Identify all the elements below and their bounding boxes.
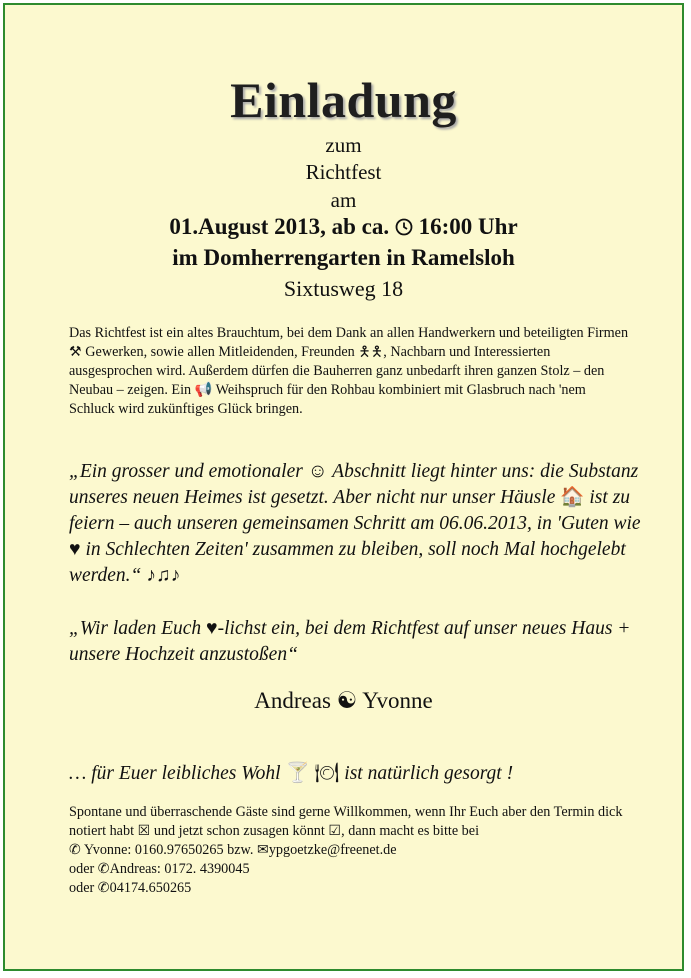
footer-contact — [69, 803, 649, 898]
footer-text-3: , dann macht es bitte bei — [341, 823, 480, 839]
page-title: Einladung — [230, 72, 457, 128]
contact-prefix-3: oder — [69, 880, 95, 896]
signature-name-1: Andreas — [254, 688, 331, 713]
subtitle-zum: zum — [325, 133, 362, 157]
signature — [5, 688, 682, 714]
plate-cutlery-icon: 🍽 — [314, 763, 340, 784]
phone-icon: ✆ — [97, 861, 110, 877]
hammer-wrench-icon: ⚒ — [69, 344, 82, 360]
quote-paragraph-1 — [69, 459, 649, 589]
people-icon: 🯅🯅 — [358, 344, 384, 360]
subtitle-richtfest: Richtfest — [305, 160, 382, 184]
footer-text-1: Spontane und überraschende Gäste sind gerne Willkommen, wenn Ihr Euch aber den Termin dick notiert habt — [69, 804, 623, 839]
subtitle-am: am — [330, 188, 357, 212]
cocktail-glass-icon: 🍸 — [285, 763, 310, 784]
heart-icon: ♥ — [69, 539, 81, 560]
phone-icon: ✆ — [97, 880, 110, 896]
event-time: 16:00 Uhr — [418, 214, 518, 239]
yin-yang-icon: ☯ — [336, 688, 358, 713]
quote1-text-4: in Schlechten Zeiten' zusammen zu bleiben, soll noch Mal hochgelebt werden.“ — [69, 539, 626, 586]
event-location: im Domherrengarten in Ramelsloh — [172, 245, 515, 270]
house-icon: 🏠 — [560, 487, 585, 508]
footer-text-2: und jetzt schon zusagen könnt — [153, 823, 325, 839]
event-street: Sixtusweg 18 — [283, 276, 404, 301]
checkbox-check-icon: ☑ — [328, 823, 342, 839]
contact-line-1 — [69, 841, 649, 860]
heart-icon: ♥ — [206, 618, 218, 639]
contact-phone-andreas: Andreas: 0172. 4390045 — [109, 861, 250, 877]
contact-prefix-2: oder — [69, 861, 95, 877]
contact-email[interactable]: ypgoetzke@freenet.de — [268, 842, 397, 858]
quote1-text-2: Abschnitt liegt hinter uns: die Substanz unseres neuen Heimes ist gesetzt. Aber nicht nur unser Häusle — [69, 461, 639, 508]
contact-phone-yvonne: Yvonne: 0160.97650265 bzw. — [83, 842, 254, 858]
smiley-icon: ☺ — [307, 461, 328, 482]
quote2-text-1: „Wir laden Euch — [69, 618, 202, 639]
intro-text-3: , Nachbarn und Interessierten ausgesprochen wird. Außerdem dürfen die Bauherren ganz unbedarft ihren ganzen Stolz – den Neubau – zeigen. Ein — [69, 344, 605, 398]
contact-line-2 — [69, 860, 649, 879]
intro-text-1: Das Richtfest ist ein altes Brauchtum, bei dem Dank an allen Handwerkern und beteiligten Firmen — [69, 325, 629, 341]
intro-text-4: Weihspruch für den Rohbau kombiniert mit Glasbruch nach 'nem Schluck wird zukünftiges Glück bringen. — [69, 382, 586, 417]
food-text-1: … für Euer leibliches Wohl — [69, 763, 281, 784]
quote1-text-1: „Ein grosser und emotionaler — [69, 461, 303, 482]
clock-icon — [395, 214, 413, 240]
music-notes-icon: ♪♫♪ — [146, 565, 181, 586]
quote-paragraph-2 — [69, 616, 649, 668]
quote1-text-3: ist zu feiern – auch unseren gemeinsamen Schritt am 06.06.2013, in 'Guten wie — [69, 487, 641, 534]
megaphone-icon: 📢 — [194, 382, 213, 398]
event-date — [5, 214, 682, 240]
quote2-text-2: -lichst ein, bei dem Richtfest auf unser neues Haus + unsere Hochzeit anzustoßen“ — [69, 618, 631, 665]
contact-phone-landline: 04174.650265 — [109, 880, 192, 896]
food-line — [69, 761, 649, 787]
footer-paragraph — [69, 803, 649, 841]
intro-text-2: Gewerken, sowie allen Mitleidenden, Freunden — [85, 344, 355, 360]
event-date-text: 01.August 2013, ab ca. — [169, 214, 390, 239]
invitation-page — [3, 3, 684, 971]
checkbox-x-icon: ☒ — [137, 823, 151, 839]
contact-line-3 — [69, 879, 649, 898]
mail-icon: ✉ — [256, 842, 269, 858]
phone-icon: ✆ — [69, 842, 81, 858]
signature-name-2: Yvonne — [362, 688, 433, 713]
food-text-2: ist natürlich gesorgt ! — [344, 763, 514, 784]
intro-paragraph — [69, 324, 629, 419]
